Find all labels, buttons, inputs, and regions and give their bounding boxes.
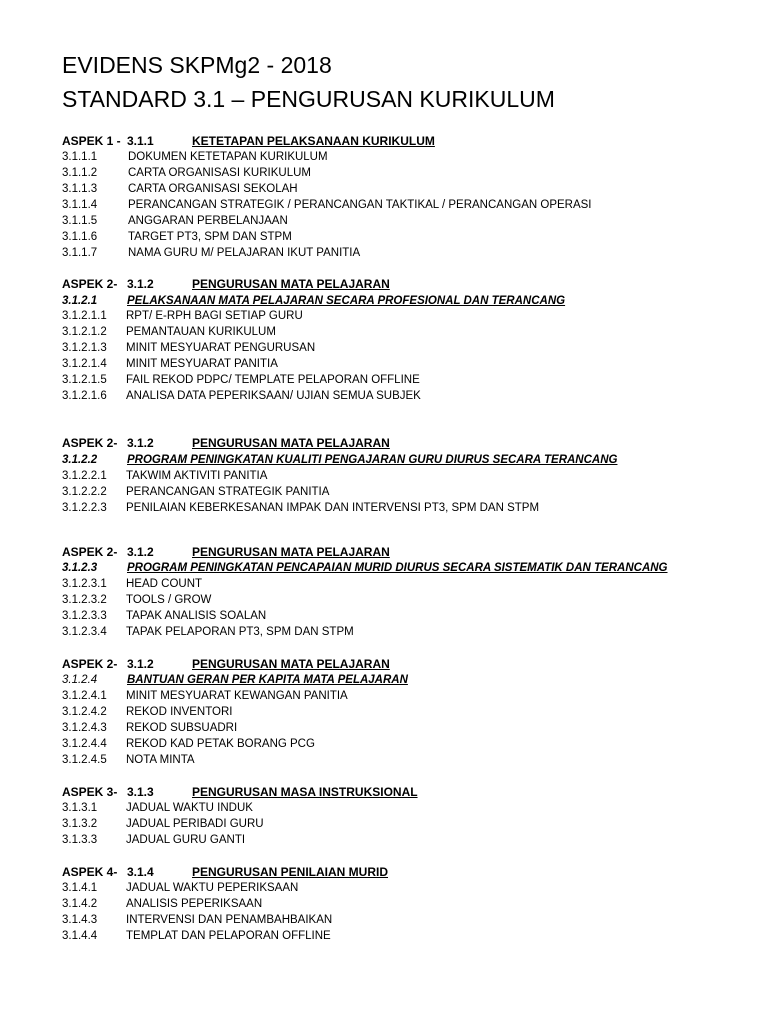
item-text: REKOD SUBSUADRI: [126, 722, 238, 734]
item-code: 3.1.2.2.2: [62, 486, 107, 498]
item-code: 3.1.2.1.4: [62, 358, 107, 370]
item-text: MINIT MESYUARAT PENGURUSAN: [126, 342, 316, 354]
section-aspek-label: ASPEK 2-: [62, 277, 118, 291]
section-code: 3.1.1: [127, 134, 154, 148]
section-heading: PENGURUSAN MATA PELAJARAN: [192, 657, 390, 671]
item-text: PEMANTAUAN KURIKULUM: [126, 326, 276, 338]
item-text: TEMPLAT DAN PELAPORAN OFFLINE: [126, 930, 331, 942]
item-code: 3.1.2.3.4: [62, 626, 107, 638]
section-heading: PENGURUSAN MATA PELAJARAN: [192, 277, 390, 291]
item-code: 3.1.2.4.5: [62, 754, 107, 766]
item-text: ANGGARAN PERBELANJAAN: [128, 215, 288, 227]
doc-title-line1: EVIDENS SKPMg2 - 2018: [62, 52, 332, 78]
item-code: 3.1.2.4.4: [62, 738, 107, 750]
item-code: 3.1.3.1: [62, 802, 98, 814]
item-code: 3.1.2.2.3: [62, 502, 107, 514]
item-text: NOTA MINTA: [126, 754, 195, 766]
item-code: 3.1.1.7: [62, 247, 98, 259]
item-text: INTERVENSI DAN PENAMBAHBAIKAN: [126, 914, 333, 926]
section-code: 3.1.2: [127, 436, 154, 450]
item-code: 3.1.2.1.6: [62, 390, 107, 402]
item-code: 3.1.1.2: [62, 167, 98, 179]
item-code: 3.1.2.3.1: [62, 578, 107, 590]
item-code: 3.1.4.2: [62, 898, 98, 910]
subsection-code: 3.1.2.3: [62, 562, 98, 574]
doc-title-line2: STANDARD 3.1 – PENGURUSAN KURIKULUM: [62, 86, 555, 112]
item-code: 3.1.1.1: [62, 151, 98, 163]
item-text: ANALISA DATA PEPERIKSAAN/ UJIAN SEMUA SUBJEK: [126, 390, 421, 402]
subsection-heading: PELAKSANAAN MATA PELAJARAN SECARA PROFESIONAL DAN TERANCANG: [127, 295, 566, 307]
item-text: MINIT MESYUARAT PANITIA: [126, 358, 278, 370]
item-text: JADUAL WAKTU INDUK: [126, 802, 253, 814]
item-text: HEAD COUNT: [126, 578, 203, 590]
item-text: MINIT MESYUARAT KEWANGAN PANITIA: [126, 690, 348, 702]
item-text: JADUAL WAKTU PEPERIKSAAN: [126, 882, 299, 894]
section-aspek-label: ASPEK 1 -: [62, 134, 121, 148]
item-text: FAIL REKOD PDPC/ TEMPLATE PELAPORAN OFFLINE: [126, 374, 420, 386]
subsection-heading: PROGRAM PENINGKATAN KUALITI PENGAJARAN GURU DIURUS SECARA TERANCANG: [127, 454, 618, 466]
section-heading: PENGURUSAN MATA PELAJARAN: [192, 436, 390, 450]
section-aspek-label: ASPEK 3-: [62, 785, 118, 799]
item-code: 3.1.2.1.5: [62, 374, 107, 386]
item-code: 3.1.2.4.1: [62, 690, 107, 702]
item-text: CARTA ORGANISASI KURIKULUM: [128, 167, 311, 179]
item-code: 3.1.3.2: [62, 818, 98, 830]
item-text: TAPAK ANALISIS SOALAN: [126, 610, 267, 622]
item-code: 3.1.2.3.3: [62, 610, 107, 622]
item-code: 3.1.1.4: [62, 199, 98, 211]
item-text: TOOLS / GROW: [126, 594, 212, 606]
item-text: JADUAL PERIBADI GURU: [126, 818, 264, 830]
item-text: ANALISIS PEPERIKSAAN: [126, 898, 263, 910]
item-code: 3.1.2.2.1: [62, 470, 107, 482]
item-text: NAMA GURU M/ PELAJARAN IKUT PANITIA: [128, 247, 361, 259]
item-code: 3.1.3.3: [62, 834, 98, 846]
item-code: 3.1.4.1: [62, 882, 98, 894]
item-code: 3.1.2.3.2: [62, 594, 107, 606]
item-code: 3.1.4.3: [62, 914, 98, 926]
section-heading: PENGURUSAN PENILAIAN MURID: [192, 865, 389, 879]
section-aspek-label: ASPEK 4-: [62, 865, 118, 879]
subsection-code: 3.1.2.4: [62, 674, 98, 686]
section-heading: KETETAPAN PELAKSANAAN KURIKULUM: [192, 134, 435, 148]
section-code: 3.1.2: [127, 657, 154, 671]
subsection-heading: BANTUAN GERAN PER KAPITA MATA PELAJARAN: [127, 674, 408, 686]
item-text: RPT/ E-RPH BAGI SETIAP GURU: [126, 310, 303, 322]
item-code: 3.1.2.4.3: [62, 722, 107, 734]
item-text: TARGET PT3, SPM DAN STPM: [128, 231, 292, 243]
item-code: 3.1.1.6: [62, 231, 98, 243]
section-code: 3.1.3: [127, 785, 154, 799]
item-text: REKOD INVENTORI: [126, 706, 233, 718]
section-aspek-label: ASPEK 2-: [62, 436, 118, 450]
section-aspek-label: ASPEK 2-: [62, 545, 118, 559]
item-text: TAKWIM AKTIVITI PANITIA: [126, 470, 268, 482]
item-text: PERANCANGAN STRATEGIK / PERANCANGAN TAKTIKAL / PERANCANGAN OPERASI: [128, 199, 592, 211]
item-text: PERANCANGAN STRATEGIK PANITIA: [126, 486, 330, 498]
item-code: 3.1.2.1.2: [62, 326, 107, 338]
item-text: DOKUMEN KETETAPAN KURIKULUM: [128, 151, 328, 163]
subsection-code: 3.1.2.1: [62, 295, 98, 307]
item-text: REKOD KAD PETAK BORANG PCG: [126, 738, 315, 750]
item-code: 3.1.4.4: [62, 930, 98, 942]
item-code: 3.1.1.5: [62, 215, 98, 227]
item-code: 3.1.1.3: [62, 183, 98, 195]
section-code: 3.1.2: [127, 277, 154, 291]
item-text: PENILAIAN KEBERKESANAN IMPAK DAN INTERVENSI PT3, SPM DAN STPM: [126, 502, 540, 514]
section-heading: PENGURUSAN MATA PELAJARAN: [192, 545, 390, 559]
item-text: CARTA ORGANISASI SEKOLAH: [128, 183, 298, 195]
subsection-code: 3.1.2.2: [62, 454, 98, 466]
item-code: 3.1.2.4.2: [62, 706, 107, 718]
subsection-heading: PROGRAM PENINGKATAN PENCAPAIAN MURID DIURUS SECARA SISTEMATIK DAN TERANCANG: [127, 562, 668, 574]
item-code: 3.1.2.1.1: [62, 310, 107, 322]
item-text: TAPAK PELAPORAN PT3, SPM DAN STPM: [126, 626, 354, 638]
section-aspek-label: ASPEK 2-: [62, 657, 118, 671]
item-text: JADUAL GURU GANTI: [126, 834, 246, 846]
item-code: 3.1.2.1.3: [62, 342, 107, 354]
section-code: 3.1.4: [127, 865, 154, 879]
section-code: 3.1.2: [127, 545, 154, 559]
section-heading: PENGURUSAN MASA INSTRUKSIONAL: [192, 785, 418, 799]
